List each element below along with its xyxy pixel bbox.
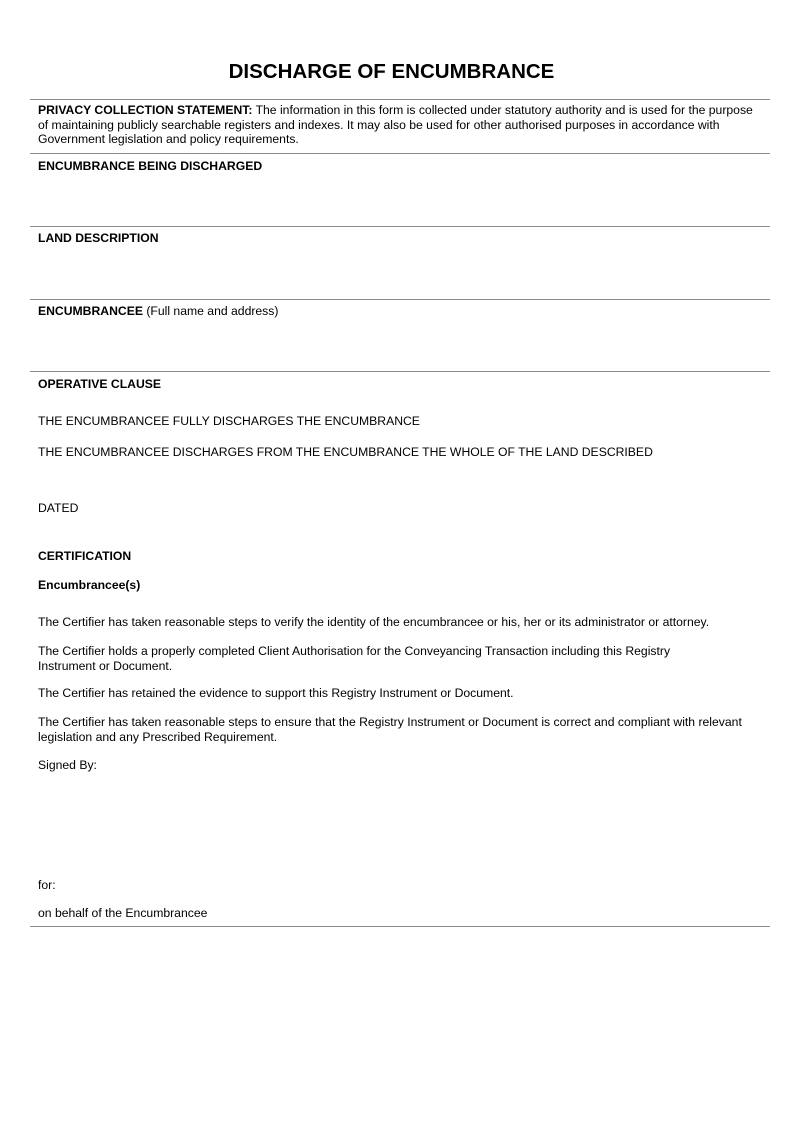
encumbrance-heading: ENCUMBRANCE BEING DISCHARGED: [38, 159, 263, 173]
document-title: DISCHARGE OF ENCUMBRANCE: [228, 60, 555, 83]
divider: [30, 226, 770, 227]
certification-heading: CERTIFICATION: [38, 549, 132, 563]
certification-statement-1: The Certifier has taken reasonable steps to verify the identity of the encumbrancee or his, her or its administrator or attorney.: [38, 615, 710, 629]
privacy-statement: [38, 103, 760, 147]
for-label: for:: [38, 878, 56, 892]
encumbrancee-note: (Full name and address): [142, 304, 279, 318]
certification-statement-2: The Certifier holds a properly completed Client Authorisation for the Conveyancing Transaction including this Registry Instrument or Document.: [38, 644, 671, 673]
certification-statement-3: The Certifier has retained the evidence to support this Registry Instrument or Document.: [38, 686, 514, 700]
encumbrancee-heading-row: [38, 304, 758, 319]
encumbrancees-subheading: Encumbrancee(s): [38, 578, 141, 592]
divider: [30, 153, 770, 154]
operative-clause-heading: OPERATIVE CLAUSE: [38, 377, 162, 391]
divider: [30, 299, 770, 300]
divider: [30, 926, 770, 927]
signed-by-label: Signed By:: [38, 758, 97, 772]
privacy-text: The information in this form is collected under statutory authority and is used for the purpose of maintaining publicly searchable registers and indexes. It may also be used for other authorised purposes in accordance with Government legislation and policy requirements.: [38, 103, 753, 146]
encumbrancee-heading: ENCUMBRANCEE: [38, 304, 143, 318]
privacy-label: PRIVACY COLLECTION STATEMENT:: [38, 103, 253, 117]
land-description-heading: LAND DESCRIPTION: [38, 231, 159, 245]
divider: [30, 99, 770, 100]
divider: [30, 371, 770, 372]
dated-label: DATED: [38, 501, 79, 515]
on-behalf-label: on behalf of the Encumbrancee: [38, 906, 208, 920]
operative-clause-1: THE ENCUMBRANCEE FULLY DISCHARGES THE ENCUMBRANCE: [38, 414, 420, 428]
operative-clause-2: THE ENCUMBRANCEE DISCHARGES FROM THE ENCUMBRANCE THE WHOLE OF THE LAND DESCRIBED: [38, 445, 653, 459]
certification-statement-4: The Certifier has taken reasonable steps to ensure that the Registry Instrument or Document is correct and compliant with relevant legislation and any Prescribed Requirement.: [38, 715, 742, 744]
